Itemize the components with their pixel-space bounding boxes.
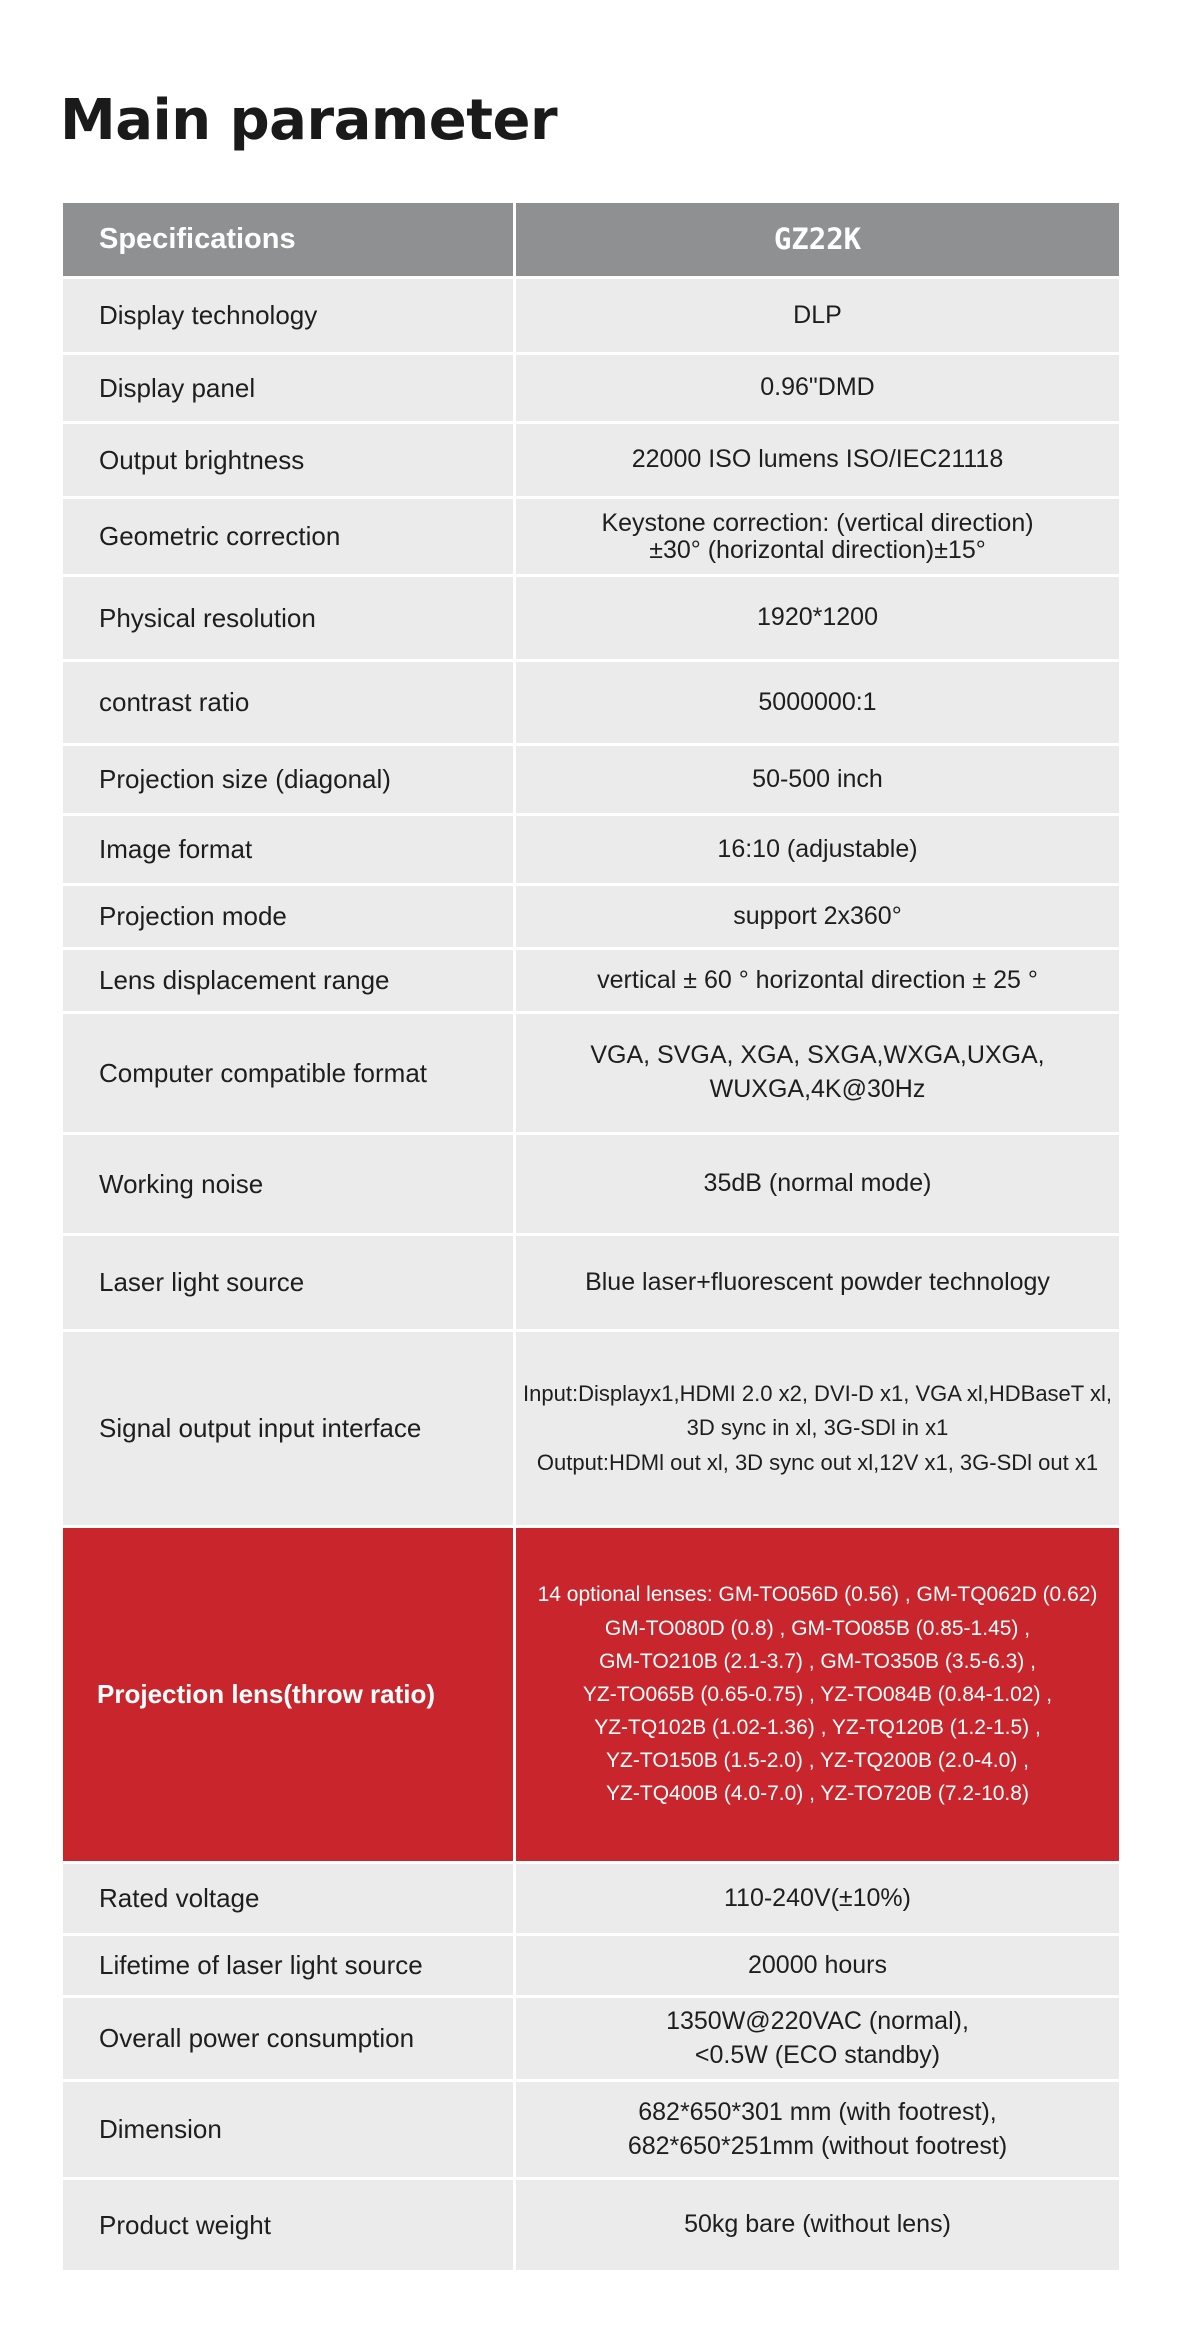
row-label: Projection lens(throw ratio) xyxy=(63,1528,516,1861)
row-label: Output brightness xyxy=(63,424,516,496)
table-row xyxy=(63,577,1119,662)
table-row xyxy=(63,2180,1119,2270)
table-row xyxy=(63,279,1119,355)
row-label: Overall power consumption xyxy=(63,1998,516,2079)
table-header-row xyxy=(63,203,1119,279)
row-label: Product weight xyxy=(63,2180,516,2270)
table-row xyxy=(63,1014,1119,1135)
table-row xyxy=(63,355,1119,424)
row-value: 16:10 (adjustable) xyxy=(717,834,918,863)
row-value: 22000 ISO lumens ISO/IEC21118 xyxy=(631,445,1004,474)
row-label: Rated voltage xyxy=(63,1864,516,1933)
table-row xyxy=(63,424,1119,499)
table-row xyxy=(63,1936,1119,1998)
row-value: vertical ± 60 ° horizontal direction ± 25 ° xyxy=(597,965,1038,994)
table-row-highlight xyxy=(63,1528,1119,1864)
table-row xyxy=(63,499,1119,577)
row-value: 5000000:1 xyxy=(758,687,877,716)
row-value: Keystone correction: (vertical direction) ±30° (horizontal direction)±15° xyxy=(601,509,1034,564)
table-row xyxy=(63,950,1119,1014)
page-title: Main parameter xyxy=(60,88,558,153)
table-row xyxy=(63,1135,1119,1236)
row-label: Image format xyxy=(63,816,516,883)
table-row xyxy=(63,662,1119,746)
row-label: Dimension xyxy=(63,2082,516,2177)
table-row xyxy=(63,1332,1119,1528)
header-specifications: Specifications xyxy=(63,203,516,276)
row-value: 50-500 inch xyxy=(752,764,883,793)
header-model: GZ22K xyxy=(773,221,862,256)
row-value: 682*650*301 mm (with footrest), 682*650*251mm (without footrest) xyxy=(627,2097,1008,2160)
row-value: 20000 hours xyxy=(747,1950,887,1979)
row-value: Input:Displayx1,HDMI 2.0 x2, DVI-D x1, VGA xl,HDBaseT xl, 3D sync in xl, 3G-SDl in x1 Output:HDMl out xl, 3D sync out xl,12V x1, 3G-SDl out x1 xyxy=(523,1381,1112,1475)
row-value: 50kg bare (without lens) xyxy=(684,2210,951,2239)
row-label: Display technology xyxy=(63,279,516,352)
row-value: 0.96"DMD xyxy=(760,373,875,402)
row-value: VGA, SVGA, XGA, SXGA,WXGA,UXGA, WUXGA,4K@30Hz xyxy=(590,1041,1045,1103)
table-row xyxy=(63,1864,1119,1936)
row-value: DLP xyxy=(793,300,842,329)
row-label: contrast ratio xyxy=(63,662,516,743)
row-value: support 2x360° xyxy=(733,901,902,930)
table-row xyxy=(63,886,1119,950)
row-label: Signal output input interface xyxy=(63,1332,516,1525)
row-value: 1920*1200 xyxy=(757,603,878,632)
row-label: Lens displacement range xyxy=(63,950,516,1011)
row-label: Computer compatible format xyxy=(63,1014,516,1132)
spec-table xyxy=(63,203,1119,2270)
row-label: Lifetime of laser light source xyxy=(63,1936,516,1995)
table-row xyxy=(63,746,1119,816)
row-label: Projection mode xyxy=(63,886,516,947)
row-value: 35dB (normal mode) xyxy=(703,1169,932,1198)
row-label: Projection size (diagonal) xyxy=(63,746,516,813)
row-label: Display panel xyxy=(63,355,516,421)
row-value: 110-240V(±10%) xyxy=(724,1883,911,1912)
row-label: Physical resolution xyxy=(63,577,516,659)
row-label: Laser light source xyxy=(63,1236,516,1329)
row-value: 14 optional lenses: GM-TO056D (0.56) , GM-TQ062D (0.62) GM-TO080D (0.8) , GM-TO085B (0.85-1.45) , GM-TO210B (2.1-3.7) , GM-TO350B (3.5-6.3) , YZ-TO065B (0.65-0.75) , YZ-TO084B (0.84-1.02) , YZ-TQ102B (1.02-1.36) , YZ-TQ120B (1.2-1.5) , YZ-TO150B (1.5-2.0) , YZ-TQ200B (2.0-4.0) , YZ-TQ400B (4.0-7.0) , YZ-TO720B (7.2-10.8) xyxy=(537,1583,1098,1806)
row-label: Geometric correction xyxy=(63,499,516,574)
table-row xyxy=(63,1998,1119,2082)
row-value: 1350W@220VAC (normal), <0.5W (ECO standby) xyxy=(666,2006,969,2069)
row-value: Blue laser+fluorescent powder technology xyxy=(585,1267,1050,1296)
table-row xyxy=(63,816,1119,886)
row-label: Working noise xyxy=(63,1135,516,1233)
table-row xyxy=(63,2082,1119,2180)
table-row xyxy=(63,1236,1119,1332)
